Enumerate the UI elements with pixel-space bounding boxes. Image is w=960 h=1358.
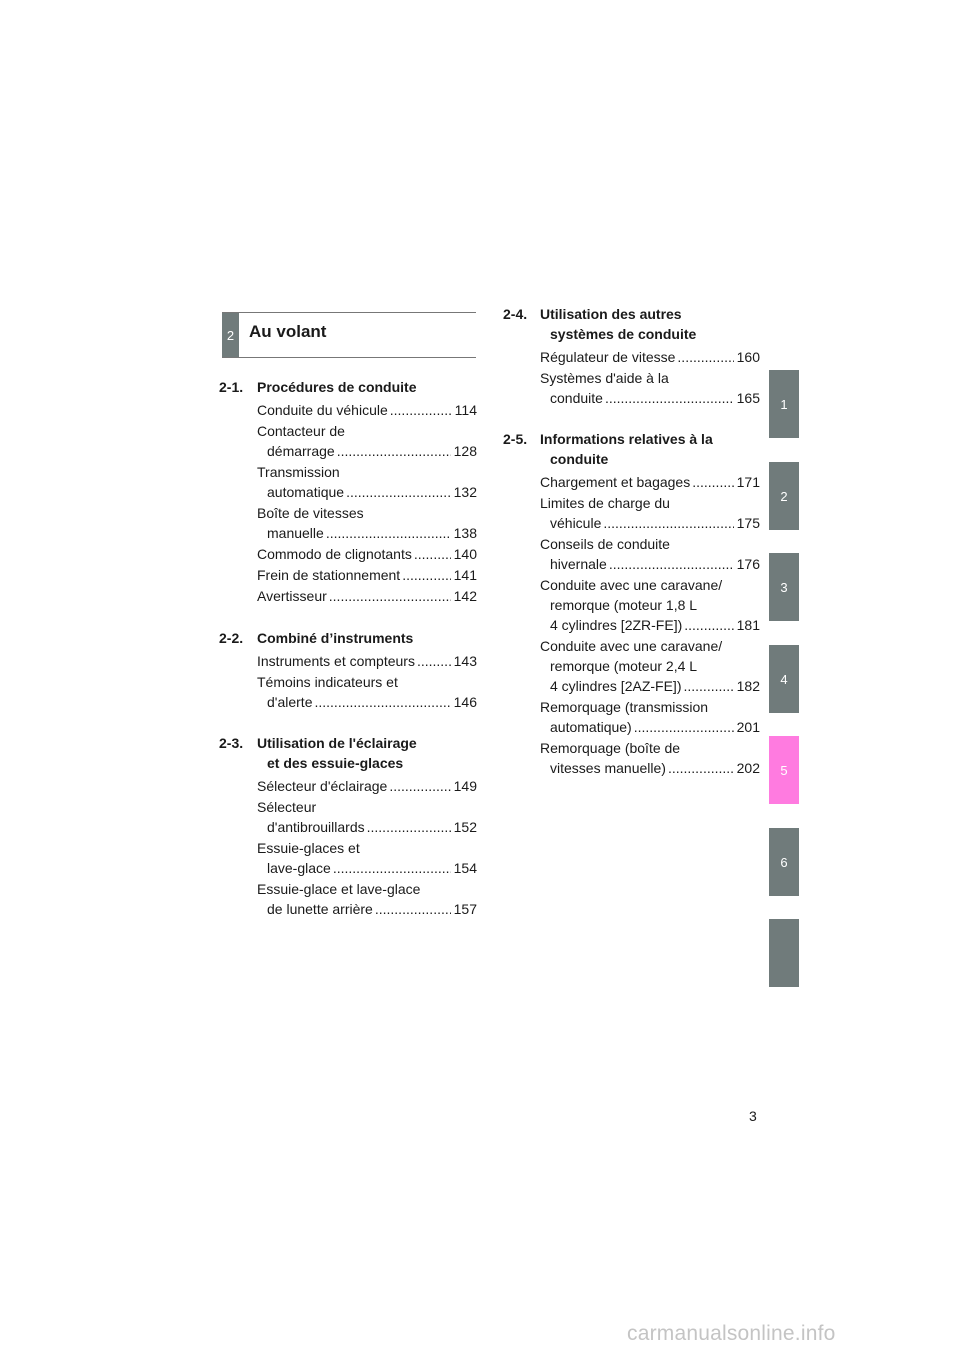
toc-entry[interactable]: [257, 797, 477, 837]
toc-page-number: 201: [736, 719, 760, 735]
dot-leader: [402, 565, 450, 585]
toc-entry-text: d'antibrouillards: [267, 819, 365, 835]
toc-entry[interactable]: [257, 838, 477, 878]
toc-entry[interactable]: [257, 462, 477, 502]
side-tab-6[interactable]: [769, 828, 799, 896]
dot-leader: [634, 717, 734, 737]
toc-entry-text: hivernale: [550, 556, 607, 572]
toc-entry-row: [257, 776, 477, 796]
dot-leader: [389, 776, 450, 796]
section-title: [257, 628, 413, 648]
toc-page-number: 128: [453, 443, 477, 459]
toc-entry-text: Conduite du véhicule: [257, 402, 388, 418]
toc-entry-row: [540, 513, 760, 533]
side-tab-4[interactable]: [769, 645, 799, 713]
chapter-number-tab: 2: [222, 313, 239, 357]
dot-leader: [314, 692, 450, 712]
page-number: 3: [749, 1108, 757, 1124]
toc-page-number: 175: [736, 515, 760, 531]
toc-entry-row: [540, 554, 760, 574]
toc-entry-row: [540, 388, 760, 408]
toc-entry-text: Conduite avec une caravane/: [540, 577, 723, 593]
dot-leader: [603, 513, 733, 533]
dot-leader: [375, 899, 451, 919]
toc-entry[interactable]: [540, 347, 760, 367]
toc-entry-text: Chargement et bagages: [540, 474, 691, 490]
toc-entry-row: [540, 615, 760, 635]
header-bottom-rule: [222, 357, 476, 358]
toc-entry-row: [540, 472, 760, 492]
toc-entry-text: Remorquage (transmission: [540, 699, 709, 715]
dot-leader: [333, 858, 451, 878]
side-tab-label: 6: [780, 854, 788, 870]
section-title-line: Informations relatives à la: [540, 431, 713, 447]
toc-entry-text: vitesses manuelle): [550, 760, 666, 776]
toc-entry-text: automatique: [267, 484, 345, 500]
toc-entry-row: [257, 544, 477, 564]
toc-entry[interactable]: [540, 493, 760, 533]
toc-entry-row: [540, 758, 760, 778]
toc-page-number: 149: [453, 778, 477, 794]
toc-entry-text: Instruments et compteurs: [257, 653, 415, 669]
toc-entry-row: [257, 441, 477, 461]
side-tab-index[interactable]: [769, 919, 799, 987]
dot-leader: [367, 817, 451, 837]
toc-entry-text: manuelle: [267, 525, 324, 541]
toc-entry-row: [257, 858, 477, 878]
toc-entry-row: [257, 651, 477, 671]
toc-entry[interactable]: [257, 879, 477, 919]
dot-leader: [605, 388, 734, 408]
side-tab-label: 2: [780, 488, 788, 504]
toc-entry[interactable]: [257, 672, 477, 712]
toc-entry-row: [257, 586, 477, 606]
section-title-line: Combiné d’instruments: [257, 630, 414, 646]
toc-entry-row: [257, 817, 477, 837]
toc-entry-row: [257, 565, 477, 585]
toc-entry[interactable]: [540, 534, 760, 574]
toc-page-number: 140: [453, 546, 477, 562]
toc-page-number: 157: [453, 901, 477, 917]
dot-leader: [683, 676, 733, 696]
toc-entry-text: véhicule: [550, 515, 602, 531]
toc-entry-text: 4 cylindres [2ZR-FE]): [550, 617, 683, 633]
toc-entry[interactable]: [257, 651, 477, 671]
header-top-rule: [222, 312, 476, 313]
dot-leader: [668, 758, 734, 778]
toc-entry-text: démarrage: [267, 443, 335, 459]
toc-entry-row: [540, 717, 760, 737]
section-title-line: Utilisation de l'éclairage: [257, 735, 417, 751]
section-heading: [503, 429, 760, 469]
toc-entry-text: de lunette arrière: [267, 901, 373, 917]
section-number: 2-5.: [503, 431, 528, 447]
toc-entry[interactable]: [540, 697, 760, 737]
side-tab-3[interactable]: [769, 553, 799, 621]
toc-entry[interactable]: [540, 472, 760, 492]
toc-entry[interactable]: [540, 636, 760, 696]
toc-entry[interactable]: [257, 400, 477, 420]
toc-entry-text: Essuie-glace et lave-glace: [257, 881, 421, 897]
toc-page-number: 152: [453, 819, 477, 835]
toc-entry-text: Remorquage (boîte de: [540, 740, 681, 756]
side-tab-label: 5: [780, 762, 788, 778]
section-title: [540, 304, 696, 344]
side-tab-1[interactable]: [769, 370, 799, 438]
section-title-line: Procédures de conduite: [257, 379, 417, 395]
toc-page-number: 165: [736, 390, 760, 406]
toc-entry-text: Frein de stationnement: [257, 567, 401, 583]
section-title-line: Utilisation des autres: [540, 306, 682, 322]
dot-leader: [390, 400, 452, 420]
toc-entry-text: Contacteur de: [257, 423, 345, 439]
toc-page-number: 143: [453, 653, 477, 669]
toc-page-number: 146: [453, 694, 477, 710]
toc-entry-row: [540, 676, 760, 696]
toc-page-number: 182: [736, 678, 760, 694]
toc-page-number: 114: [454, 402, 477, 418]
toc-entry-text: Avertisseur: [257, 588, 327, 604]
section-heading: [219, 733, 477, 773]
toc-page-number: 171: [736, 474, 760, 490]
dot-leader: [346, 482, 451, 502]
toc-entry-row: [257, 482, 477, 502]
toc-entry-text: 4 cylindres [2AZ-FE]): [550, 678, 682, 694]
toc-entry[interactable]: [257, 544, 477, 564]
dot-leader: [684, 615, 733, 635]
toc-entry-text: Commodo de clignotants: [257, 546, 412, 562]
toc-entry-row: [257, 523, 477, 543]
toc-entry-text: remorque (moteur 2,4 L: [550, 658, 698, 674]
section-title-line: et des essuie-glaces: [267, 755, 404, 771]
toc-entry-text: Conduite avec une caravane/: [540, 638, 723, 654]
toc-entry-text: Sélecteur d'éclairage: [257, 778, 388, 794]
dot-leader: [417, 651, 451, 671]
toc-entry[interactable]: [540, 575, 760, 635]
section-number: 2-4.: [503, 306, 528, 322]
section-heading: [219, 377, 477, 397]
dot-leader: [326, 523, 451, 543]
toc-page-number: 132: [453, 484, 477, 500]
dot-leader: [692, 472, 733, 492]
toc-entry-text: Boîte de vitesses: [257, 505, 364, 521]
dot-leader: [337, 441, 451, 461]
toc-entry[interactable]: [540, 738, 760, 778]
side-tab-label: 4: [780, 671, 788, 687]
toc-entry-row: [257, 692, 477, 712]
section-title-line: conduite: [550, 451, 609, 467]
toc-page-number: 141: [453, 567, 477, 583]
toc-entry[interactable]: [257, 776, 477, 796]
section-heading: [219, 628, 477, 648]
side-tab-5[interactable]: [769, 736, 799, 804]
section-number: 2-1.: [219, 379, 244, 395]
toc-entry-text: Conseils de conduite: [540, 536, 670, 552]
toc-entry[interactable]: [540, 368, 760, 408]
toc-entry-text: remorque (moteur 1,8 L: [550, 597, 698, 613]
side-tab-label: 3: [780, 579, 788, 595]
toc-entry-text: Essuie-glaces et: [257, 840, 360, 856]
watermark: carmanualsonline.info: [627, 1322, 836, 1345]
toc-page-number: 160: [736, 349, 760, 365]
toc-entry[interactable]: [257, 565, 477, 585]
section-number: 2-2.: [219, 630, 244, 646]
toc-entry[interactable]: [257, 586, 477, 606]
toc-entry-text: Régulateur de vitesse: [540, 349, 676, 365]
section-number: 2-3.: [219, 735, 244, 751]
toc-entry-text: Systèmes d'aide à la: [540, 370, 669, 386]
dot-leader: [677, 347, 733, 367]
dot-leader: [609, 554, 734, 574]
side-tab-label: 1: [780, 396, 788, 412]
toc-entry-text: automatique): [550, 719, 632, 735]
toc-entry-text: Limites de charge du: [540, 495, 670, 511]
toc-entry-text: conduite: [550, 390, 603, 406]
toc-entry-text: Témoins indicateurs et: [257, 674, 398, 690]
toc-entry-text: lave-glace: [267, 860, 331, 876]
section-title: [257, 377, 416, 397]
dot-leader: [329, 586, 451, 606]
toc-entry-text: d'alerte: [267, 694, 313, 710]
dot-leader: [414, 544, 451, 564]
toc-entry-row: [540, 347, 760, 367]
toc-page-number: 176: [736, 556, 760, 572]
section-title: [540, 429, 713, 469]
section-title-line: systèmes de conduite: [550, 326, 697, 342]
toc-entry-row: [257, 899, 477, 919]
toc-page-number: 142: [453, 588, 477, 604]
toc-entry[interactable]: [257, 421, 477, 461]
toc-entry-text: Transmission: [257, 464, 340, 480]
toc-entry-text: Sélecteur: [257, 799, 317, 815]
toc-page-number: 154: [453, 860, 477, 876]
section-heading: [503, 304, 760, 344]
section-title: [257, 733, 417, 773]
toc-entry-row: [257, 400, 477, 420]
toc-page-number: 138: [453, 525, 477, 541]
side-tab-2[interactable]: [769, 462, 799, 530]
toc-entry[interactable]: [257, 503, 477, 543]
toc-page-number: 202: [736, 760, 760, 776]
toc-page-number: 181: [736, 617, 760, 633]
chapter-title: Au volant: [249, 322, 327, 341]
